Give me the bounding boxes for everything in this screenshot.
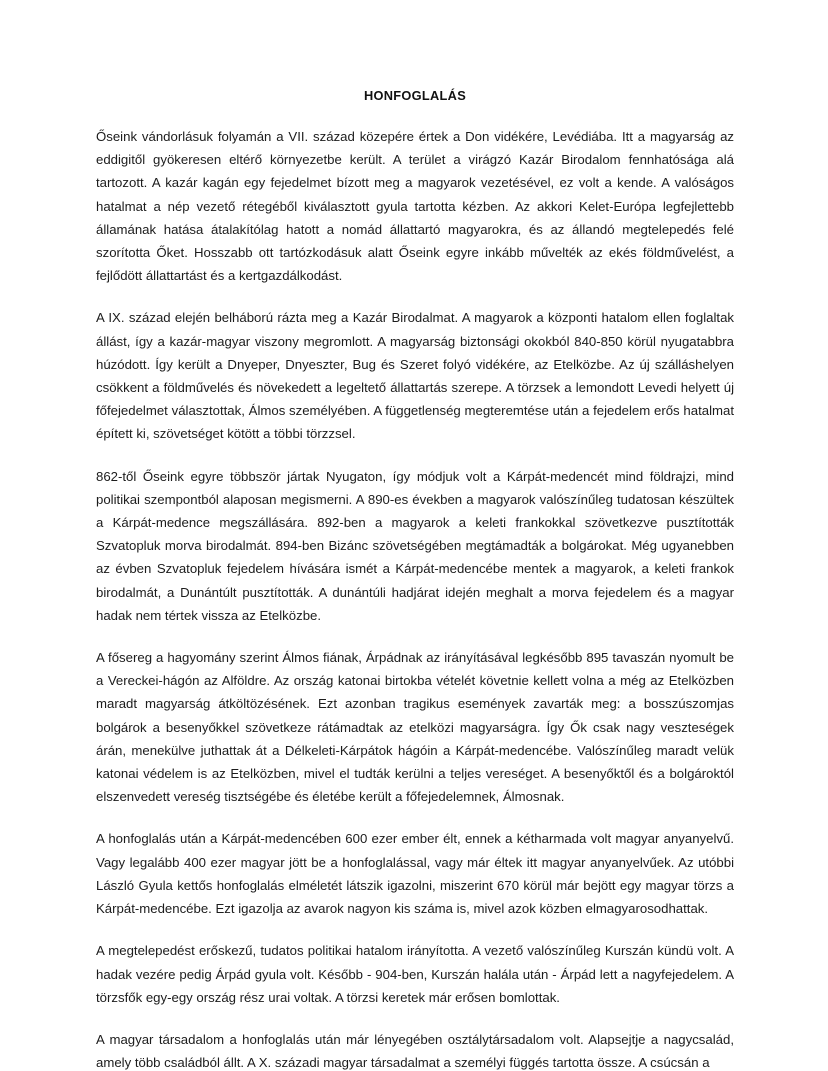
paragraph-4: A fősereg a hagyomány szerint Álmos fiának, Árpádnak az irányításával legkésőbb 895 tavaszán nyomult be a Vereckei-hágón az Alföldre. Az ország katonai birtokba vételét követnie kellett volna a még az Etelközben maradt magyarság átköltözésének. Ezt azonban tragikus események zavarták meg: a bosszúszomjas bolgárok a besenyőkkel szövetkeze rátámadtak az etelközi magyarságra. Így Ők csak nagy veszteségek árán, menekülve juthattak át a Délkeleti-Kárpátok hágóin a Kárpát-medencébe. Valószínűleg maradt velük katonai védelem is az Etelközben, mivel el tudták kerülni a teljes vereséget. A besenyőktől és a bolgároktól elszenvedett vereség tisztségébe és életébe került a főfejedelemnek, Álmosnak.: [96, 650, 734, 805]
document-content: [96, 88, 734, 1071]
paragraph-2: A IX. század elején belháború rázta meg a Kazár Birodalmat. A magyarok a központi hatalom ellen foglaltak állást, így a kazár-magyar viszony megromlott. A magyarság biztonsági okokból 840-850 körül nyugatabbra húzódott. Így került a Dnyeper, Dnyeszter, Bug és Szeret folyó vidékére, az Etelközbe. Az új szálláshelyen csökkent a földművelés és növekedett a legeltető állattartás szerepe. A törzsek a lemondott Levedi helyett új főfejedelmet választottak, Álmos személyében. A függetlenség megteremtése után a fejedelem erős hatalmat épített ki, szövetséget kötött a többi törzzsel.: [96, 310, 734, 442]
paragraph-7: A magyar társadalom a honfoglalás után már lényegében osztálytársadalom volt. Alapsejtje a nagycsalád, amely több családból állt. A X. századi magyar társadalmat a személyi függés tartotta össze. A csúcsán a: [96, 1031, 734, 1071]
paragraph-6: A megtelepedést erőskezű, tudatos politikai hatalom irányította. A vezető valószínűleg Kurszán kündü volt. A hadak vezére pedig Árpád gyula volt. Később - 904-ben, Kurszán halála után - Árpád lett a nagyfejedelem. A törzsfők egy-egy ország rész urai voltak. A törzsi keretek már erősen bomlottak.: [96, 943, 734, 1005]
page-title: HONFOGLALÁS: [363, 88, 467, 103]
paragraph-3: 862-től Őseink egyre többször jártak Nyugaton, így módjuk volt a Kárpát-medencét mind földrajzi, mind politikai szempontból alaposan megismerni. A 890-es években a magyarok valószínűleg tudatosan készültek a Kárpát-medence megszállására. 892-ben a magyarok a keleti frankokkal szövetkezve pusztították Szvatopluk morva birodalmát. 894-ben Bizánc szövetségében megtámadták a bolgárokat. Még ugyanebben az évben Szvatopluk fejedelem hívására ismét a Kárpát-medencébe mentek a magyarok, a keleti frankok birodalmát, a Dunántúlt pusztították. A dunántúli hadjárat idején meghalt a morva fejedelem és a magyar hadak nem tértek vissza az Etelközbe.: [96, 468, 734, 623]
paragraph-5: A honfoglalás után a Kárpát-medencében 600 ezer ember élt, ennek a kétharmada volt magyar anyanyelvű. Vagy legalább 400 ezer magyar jött be a honfoglalással, vagy már éltek itt magyar anyanyelvűek. Az utóbbi László Gyula kettős honfoglalás elméletét látszik igazolni, miszerint 670 körül már bejött egy magyar törzs a Kárpát-medencébe. Ezt igazolja az avarok nagyon kis száma is, mivel azok közben elmagyarosodhattak.: [96, 831, 734, 917]
paragraph-1: Őseink vándorlásuk folyamán a VII. század közepére értek a Don vidékére, Levédiába. Itt a magyarság az eddigitől gyökeresen eltérő környezetbe került. A terület a virágzó Kazár Birodalom fennhatósága alá tartozott. A kazár kagán egy fejedelmet bízott meg a magyarok vezetésével, ez volt a kende. A valóságos hatalmat a nép vezető rétegéből kiválasztott gyula tartotta kézben. Az akkori Kelet-Európa legfejlettebb államának hatása átalakítólag hatott a nomád állattartó magyarokra, és az állandó megtelepedés felé szorította Őket. Hosszabb ott tartózkodásuk alatt Őseink egyre inkább művelték az ekés földművelést, a fejlődött állattartást és a kertgazdálkodást.: [96, 129, 734, 284]
